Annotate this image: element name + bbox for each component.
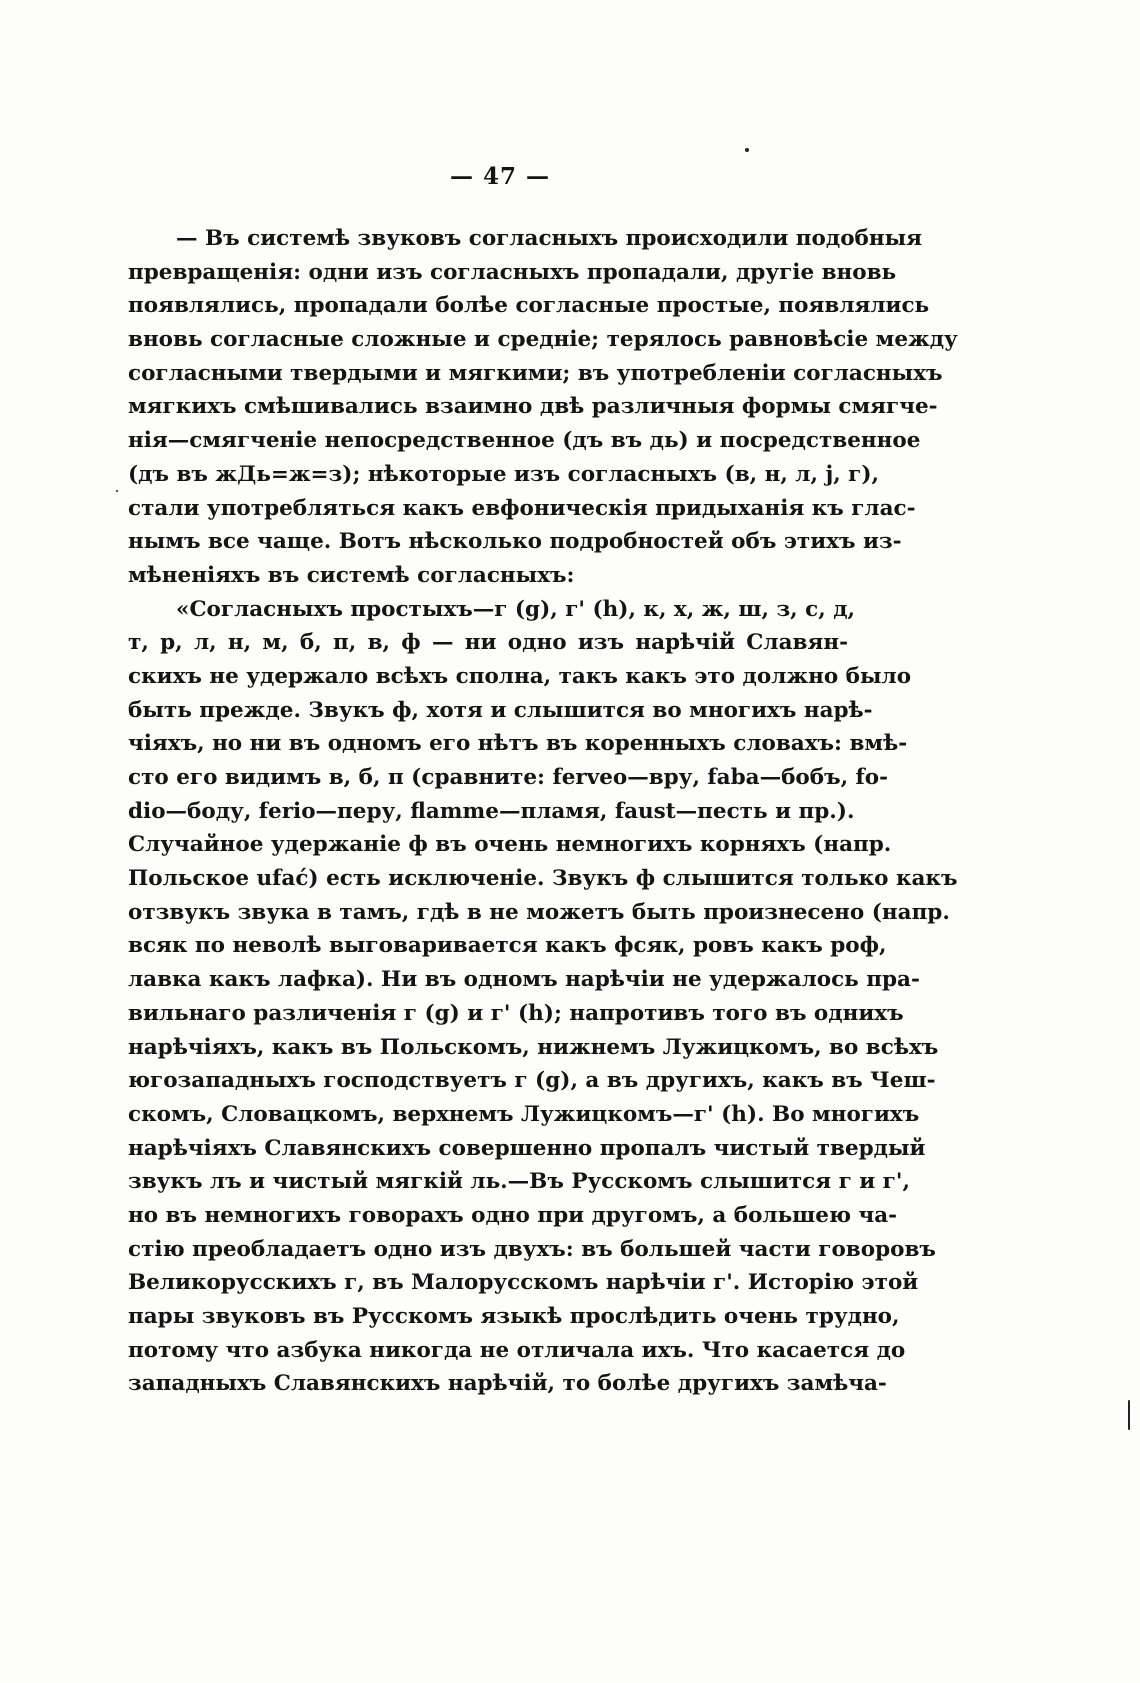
page-number: — 47 — <box>449 163 551 190</box>
text-line: отзвукъ звука в тамъ, гдѣ в не можетъ быть произнесено (напр. <box>128 899 950 925</box>
text-line: но въ немногихъ говорахъ одно при другомъ, а большею ча- <box>128 1202 898 1228</box>
text-line: нымъ все чаще. Вотъ нѣсколько подробностей объ этихъ из- <box>128 529 902 555</box>
ink-speck <box>1128 1400 1130 1430</box>
text-line: западныхъ Славянскихъ нарѣчій, то болѣе другихъ замѣча- <box>128 1371 887 1397</box>
text-line: потому что азбука никогда не отличала ихъ. Что касается до <box>128 1337 906 1363</box>
text-line: скомъ, Словацкомъ, верхнемъ Лужицкомъ—г' (h). Во многихъ <box>128 1101 920 1127</box>
text-line: Великорусскихъ г, въ Малорусскомъ нарѣчіи г'. Исторію этой <box>128 1270 919 1296</box>
text-line: стали употребляться какъ евфоническія придыханія къ глас- <box>128 495 916 521</box>
text-line: нія—смягченіе непосредственное (дъ въ дь) и посредственное <box>128 428 921 454</box>
text-line: мѣненіяхъ въ системѣ согласныхъ: <box>128 562 575 588</box>
ink-speck <box>745 148 749 152</box>
text-line: лавка какъ лафка). Ни въ одномъ нарѣчіи не удержалось пра- <box>128 967 920 993</box>
text-line: т, р, л, н, м, б, п, в, ф — ни одно изъ нарѣчій Славян- <box>128 630 848 656</box>
body-text <box>128 222 958 1401</box>
text-line: «Согласныхъ простыхъ—г (g), г' (h), к, х, ж, ш, з, с, д, <box>176 596 856 622</box>
text-line: превращенія: одни изъ согласныхъ пропадали, другіе вновь <box>128 259 897 285</box>
text-line: всяк по неволѣ выговаривается какъ фсяк, ровъ какъ роф, <box>128 933 887 959</box>
text-line: пары звуковъ въ Русскомъ языкѣ прослѣдить очень трудно, <box>128 1304 900 1329</box>
text-line: согласными твердыми и мягкими; въ употребленіи согласныхъ <box>128 360 943 386</box>
text-line: сто его видимъ в, б, п (сравните: fervеo—вру, faba—бобъ, fo- <box>128 765 889 790</box>
text-line: Польское ufać) есть исключеніе. Звукъ ф слышится только какъ <box>128 866 958 892</box>
text-line: мягкихъ смѣшивались взаимно двѣ различныя формы смягче- <box>128 394 938 420</box>
ink-speck <box>116 490 118 492</box>
text-line: (дъ въ жДь=ж=з); нѣкоторые изъ согласныхъ (в, н, л, j, г), <box>128 461 880 487</box>
text-line: чіяхъ, но ни въ одномъ его нѣтъ въ коренныхъ словахъ: вмѣ- <box>128 731 908 757</box>
text-line: вновь согласные сложные и средніе; терялось равновѣсіе между <box>128 327 958 353</box>
text-line: нарѣчіяхъ, какъ въ Польскомъ, нижнемъ Лужицкомъ, во всѣхъ <box>128 1034 939 1060</box>
text-line: нарѣчіяхъ Славянскихъ совершенно пропалъ чистый твердый <box>128 1135 926 1161</box>
text-line: — Въ системѣ звуковъ согласныхъ происходили подобныя <box>176 226 923 251</box>
text-line: быть прежде. Звукъ ф, хотя и слышится во многихъ нарѣ- <box>128 697 873 723</box>
text-line: появлялись, пропадали болѣе согласные простые, появлялись <box>128 293 930 319</box>
text-line: вильнаго различенія г (g) и г' (h); напротивъ того въ однихъ <box>128 1000 904 1026</box>
text-line: югозападныхъ господствуетъ г (g), а въ другихъ, какъ въ Чеш- <box>128 1068 936 1094</box>
text-line: dio—боду, ferio—перу, flamme—пламя, faust—песть и пр.). <box>128 798 855 824</box>
text-line: Случайное удержаніе ф въ очень немногихъ корняхъ (напр. <box>128 832 892 858</box>
text-line: скихъ не удержало всѣхъ сполна, такъ какъ это должно было <box>128 663 912 689</box>
text-line: звукъ лъ и чистый мягкій ль.—Въ Русскомъ слышится г и г', <box>128 1169 910 1195</box>
text-line: стію преобладаетъ одно изъ двухъ: въ большей части говоровъ <box>128 1236 936 1262</box>
